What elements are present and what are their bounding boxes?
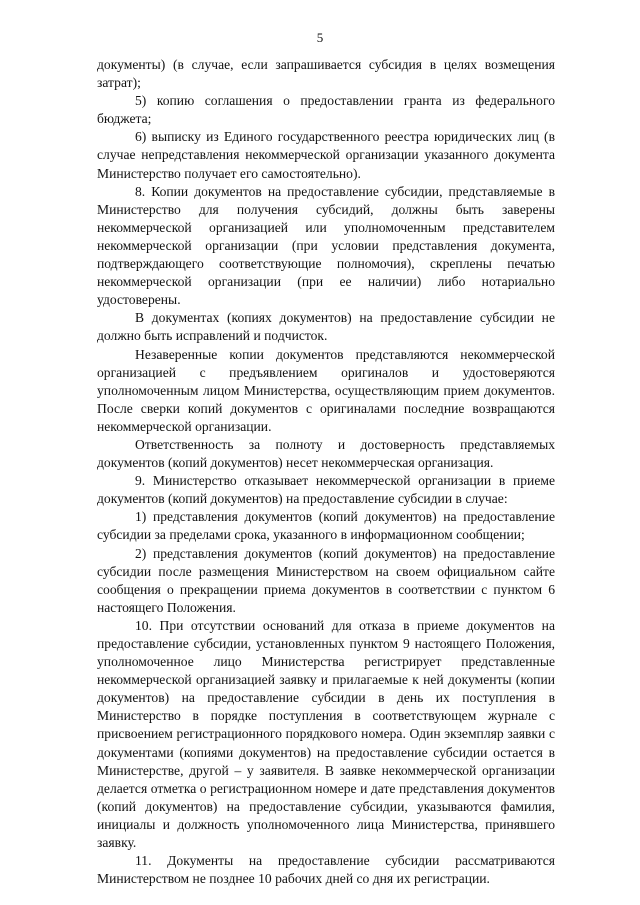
paragraph: 5) копию соглашения о предоставлении гранта из федерального бюджета; bbox=[97, 93, 555, 127]
paragraph: В документах (копиях документов) на предоставление субсидии не должно быть исправлений и подчисток. bbox=[97, 310, 555, 344]
paragraph: Ответственность за полноту и достоверность представляемых документов (копий документов) несет некоммерческая организация. bbox=[97, 436, 555, 471]
paragraph: 11. Документы на предоставление субсидии рассматриваются Министерством не позднее 10 рабочих дней со дня их регистрации. bbox=[97, 853, 555, 887]
paragraph: 9. Министерство отказывает некоммерческой организации в приеме документов (копий документов) на предоставление субсидии в случае: bbox=[97, 473, 555, 507]
paragraph: 6) выписку из Единого государственного реестра юридических лиц (в случае непредставления некоммерческой организации указанного документа Министерство получает его самостоятельно). bbox=[97, 129, 555, 181]
paragraph: 2) представления документов (копий документов) на предоставление субсидии после размещения Министерством на своем официальном сайте сообщения о прекращении приема документов в соответствии с пунктом 6 настоящего Положения. bbox=[97, 545, 555, 615]
paragraph: 1) представления документов (копий документов) на предоставление субсидии за пределами срока, указанного в информационном сообщении; bbox=[97, 509, 555, 543]
paragraph: документы) (в случае, если запрашивается субсидия в целях возмещения затрат); bbox=[97, 57, 555, 91]
paragraph: Незаверенные копии документов представляются некоммерческой организацией с предъявлением оригиналов и удостоверяются уполномоченным лицом Министерства, осуществляющим прием документов. После сверки копий документов с оригиналами последние возвращаются некоммерческой организации. bbox=[97, 346, 555, 434]
document-body bbox=[97, 56, 555, 888]
paragraph: 10. При отсутствии оснований для отказа в приеме документов на предоставление субсидии, установленных пунктом 9 настоящего Положения, уполномоченное лицо Министерства регистрирует представленные некоммерческой организацией заявку и прилагаемые к ней документы (копии документов) на предоставление субсидии в день их поступления в Министерство в порядке поступления в соответствующем журнале с присвоением регистрационного порядкового номера. Один экземпляр заявки с документами (копиями документов) на предоставление субсидии остается в Министерстве, другой – у заявителя. В заявке некоммерческой организации делается отметка о регистрационном номере и дате представления документов (копий документов) на предоставление субсидии, указываются фамилия, инициалы и должность уполномоченного лица Министерства, принявшего заявку. bbox=[97, 617, 555, 851]
page-number: 5 bbox=[316, 30, 324, 45]
paragraph: 8. Копии документов на предоставление субсидии, представляемые в Министерство для получения субсидий, должны быть заверены некоммерческой организацией или уполномоченным представителем некоммерческой организации (при условии представления документа, подтверждающего соответствующие полномочия), скреплены печатью некоммерческой организации (при ее наличии) либо нотариально удостоверены. bbox=[97, 183, 555, 308]
